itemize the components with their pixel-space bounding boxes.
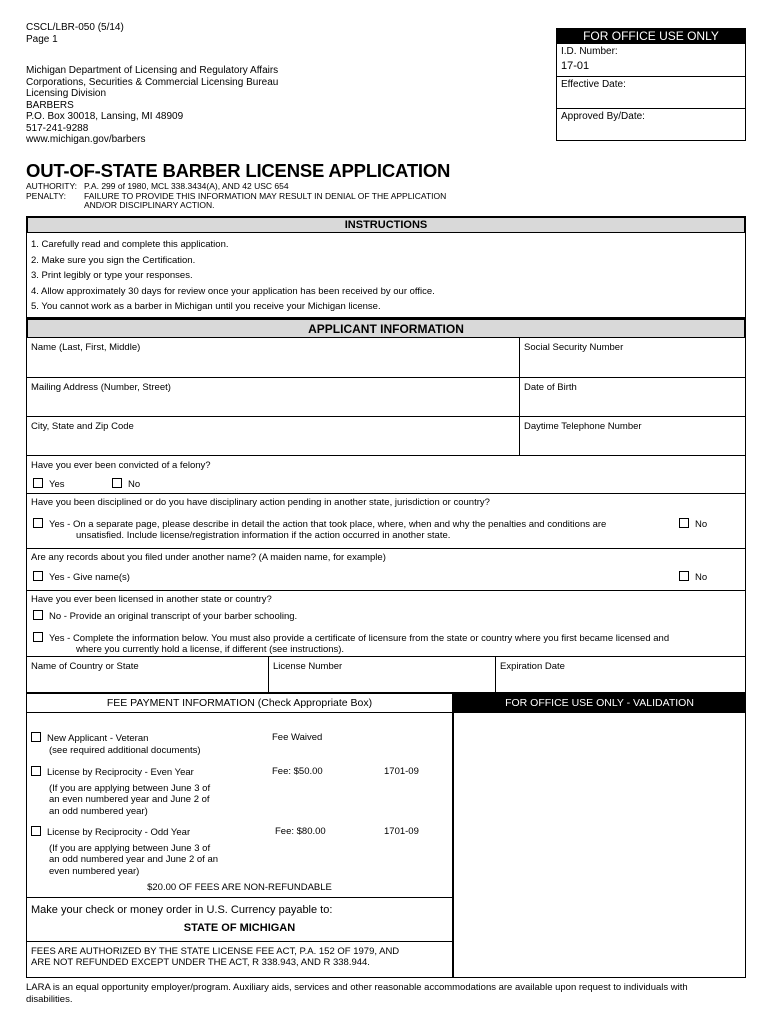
list-item: 5. You cannot work as a barber in Michigan until you receive your Michigan license. <box>31 301 381 312</box>
id-number-label: I.D. Number: <box>561 46 618 57</box>
office-validation-heading: FOR OFFICE USE ONLY - VALIDATION <box>454 694 745 713</box>
fee-option-note: (see required additional documents) <box>49 744 201 756</box>
list-item: 4. Allow approximately 30 days for review once your application has been received by our office. <box>31 285 435 297</box>
name-label: Name (Last, First, Middle) <box>31 342 141 353</box>
fee-code: 1701-09 <box>384 766 419 777</box>
dob-label: Date of Birth <box>524 382 577 393</box>
checkbox[interactable] <box>31 766 41 776</box>
fee-option-label: License by Reciprocity - Odd Year <box>47 827 191 838</box>
name-field[interactable] <box>27 338 519 377</box>
fee-option-note: (If you are applying between June 3 of <box>49 842 211 854</box>
fee-payment-section <box>26 693 453 978</box>
footer-note <box>26 982 746 1005</box>
fee-authorization <box>27 941 452 972</box>
instructions-heading: INSTRUCTIONS <box>27 217 745 233</box>
licensed-yes-option[interactable] <box>33 632 669 655</box>
fee-option-note: an odd numbered year and June 2 of an <box>49 854 219 865</box>
licensed-no-option[interactable] <box>33 610 297 622</box>
expiration-date-field[interactable] <box>495 657 745 693</box>
fee-option-note: even numbered year) <box>49 865 140 877</box>
office-use-title: FOR OFFICE USE ONLY <box>557 29 745 44</box>
checkbox[interactable] <box>33 632 43 642</box>
discipline-no-option[interactable] <box>679 518 707 530</box>
checkbox[interactable] <box>31 826 41 836</box>
applicant-section <box>26 318 746 693</box>
footer-line: LARA is an equal opportunity employer/program. Auxiliary aids, services and other reasonable accommodations are available upon request to individuals with <box>26 982 688 993</box>
agency-line: P.O. Box 30018, Lansing, MI 48909 <box>26 111 184 122</box>
agency-line: Michigan Department of Licensing and Regulatory Affairs <box>26 65 279 76</box>
page-number: Page 1 <box>26 33 58 45</box>
felony-no-option[interactable] <box>112 478 140 490</box>
fee-amount: Fee Waived <box>272 732 323 743</box>
phone-field[interactable] <box>519 417 745 455</box>
fee-option-even-year[interactable] <box>31 766 210 817</box>
approved-by-field[interactable] <box>557 108 745 140</box>
checkbox[interactable] <box>679 518 689 528</box>
fee-option-label: License by Reciprocity - Even Year <box>47 767 194 778</box>
agency-header <box>26 22 278 146</box>
option-label: Yes - Give name(s) <box>49 572 130 583</box>
agency-line: Licensing Division <box>26 88 107 99</box>
checkbox[interactable] <box>33 571 43 581</box>
city-state-zip-field[interactable] <box>27 417 519 455</box>
fee-option-note: (If you are applying between June 3 of <box>49 782 211 794</box>
option-label: No - Provide an original transcript of your barber schooling. <box>49 611 298 622</box>
option-label: No <box>695 572 708 583</box>
fee-option-note: an odd numbered year) <box>49 805 148 817</box>
licensed-question: Have you ever been licensed in another state or country? <box>31 594 272 605</box>
applicant-heading: APPLICANT INFORMATION <box>27 319 745 338</box>
list-item: 1. Carefully read and complete this application. <box>31 239 229 250</box>
form-id: CSCL/LBR-050 (5/14) <box>26 22 124 33</box>
instructions-section <box>26 216 746 318</box>
payable-block <box>27 897 452 939</box>
option-label: Yes - On a separate page, please describe in detail the action that took place, where, when and why the penalties and conditions are <box>49 519 607 530</box>
checkbox[interactable] <box>33 610 43 620</box>
authority-label: AUTHORITY: <box>26 181 78 191</box>
records-question: Are any records about you filed under another name? (A maiden name, for example) <box>31 552 386 563</box>
fee-option-label: New Applicant - Veteran <box>47 733 149 744</box>
agency-line: Corporations, Securities & Commercial Licensing Bureau <box>26 76 279 88</box>
checkbox[interactable] <box>112 478 122 488</box>
expiration-label: Expiration Date <box>500 661 565 672</box>
ssn-label: Social Security Number <box>524 342 624 353</box>
id-number-field[interactable] <box>557 44 745 76</box>
dob-field[interactable] <box>519 378 745 416</box>
country-label: Name of Country or State <box>31 661 139 672</box>
mailing-address-field[interactable] <box>27 378 519 416</box>
instructions-list <box>27 233 745 315</box>
fee-code: 1701-09 <box>384 826 419 837</box>
fee-option-note: an even numbered year and June 2 of <box>49 794 210 805</box>
country-state-field[interactable] <box>27 657 268 693</box>
effective-date-label: Effective Date: <box>561 79 626 90</box>
records-no-option[interactable] <box>679 571 707 583</box>
fee-option-veteran[interactable] <box>31 732 201 756</box>
discipline-question: Have you been disciplined or do you have disciplinary action pending in another state, jurisdiction or country? <box>31 497 490 508</box>
penalty-text-cont: AND/OR DISCIPLINARY ACTION. <box>84 200 215 210</box>
option-label: Yes <box>49 479 65 490</box>
records-yes-option[interactable] <box>33 571 130 583</box>
ssn-field[interactable] <box>519 338 745 377</box>
penalty-text: FAILURE TO PROVIDE THIS INFORMATION MAY RESULT IN DENIAL OF THE APPLICATION <box>84 190 447 201</box>
option-label: No <box>695 519 708 530</box>
office-use-box <box>556 28 746 141</box>
page-title: OUT-OF-STATE BARBER LICENSE APPLICATION <box>26 160 451 181</box>
footer-line: disabilities. <box>26 993 73 1005</box>
agency-line: BARBERS <box>26 99 74 111</box>
authority-block <box>26 182 446 211</box>
approved-by-label: Approved By/Date: <box>561 111 645 122</box>
authorization-line: FEES ARE AUTHORIZED BY THE STATE LICENSE FEE ACT, P.A. 152 OF 1979, AND <box>31 946 400 957</box>
agency-line: 517-241-9288 <box>26 122 89 134</box>
option-label: No <box>128 479 141 490</box>
agency-line: www.michigan.gov/barbers <box>26 134 146 145</box>
effective-date-field[interactable] <box>557 76 745 108</box>
office-validation-box <box>453 693 746 978</box>
license-number-field[interactable] <box>268 657 495 693</box>
penalty-label: PENALTY: <box>26 190 66 201</box>
license-number-label: License Number <box>273 661 343 672</box>
authorization-line: ARE NOT REFUNDED EXCEPT UNDER THE ACT, R 338.943, AND R 338.944. <box>31 957 370 968</box>
address-label: Mailing Address (Number, Street) <box>31 382 171 393</box>
payable-text: Make your check or money order in U.S. Currency payable to: <box>31 904 333 916</box>
fee-amount: Fee: $50.00 <box>272 766 323 777</box>
fee-option-odd-year[interactable] <box>31 826 218 877</box>
checkbox[interactable] <box>33 518 43 528</box>
nonrefundable-note: $20.00 OF FEES ARE NON-REFUNDABLE <box>147 882 332 893</box>
id-number-value: 17-01 <box>561 60 590 72</box>
checkbox[interactable] <box>679 571 689 581</box>
felony-yes-option[interactable] <box>33 478 65 490</box>
felony-question: Have you ever been convicted of a felony? <box>31 460 211 471</box>
checkbox[interactable] <box>33 478 43 488</box>
authority-text: P.A. 299 of 1980, MCL 338.3434(A), AND 42 USC 654 <box>84 181 289 191</box>
list-item: 2. Make sure you sign the Certification. <box>31 254 196 266</box>
option-label: Yes - Complete the information below. You must also provide a certificate of licensure from the state or country where you first became licensed and <box>49 633 670 644</box>
checkbox[interactable] <box>31 732 41 742</box>
discipline-yes-option[interactable] <box>33 518 606 541</box>
fee-heading: FEE PAYMENT INFORMATION (Check Appropriate Box) <box>27 694 452 713</box>
city-label: City, State and Zip Code <box>31 421 134 432</box>
fee-amount: Fee: $80.00 <box>275 826 326 837</box>
payee: STATE OF MICHIGAN <box>183 922 296 934</box>
option-label-cont: unsatisfied. Include license/registration information if the action occurred in another state. <box>76 530 451 541</box>
phone-label: Daytime Telephone Number <box>524 421 642 432</box>
option-label-cont: where you currently hold a license, if different (see instructions). <box>76 644 345 655</box>
list-item: 3. Print legibly or type your responses. <box>31 270 193 281</box>
